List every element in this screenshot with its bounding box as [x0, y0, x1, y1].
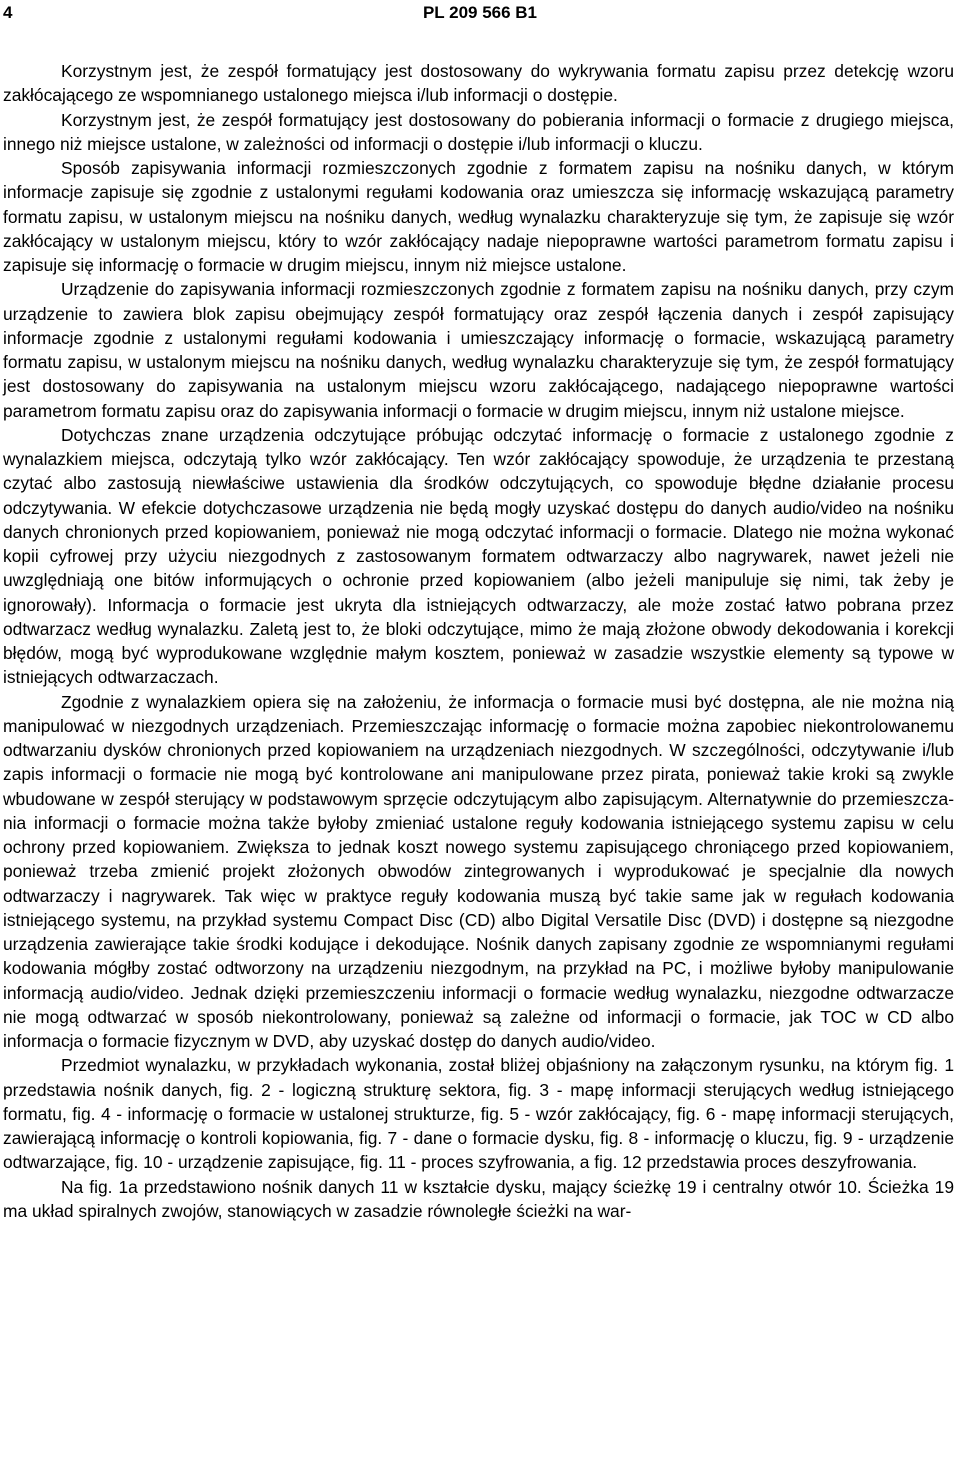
paragraph: Przedmiot wynalazku, w przykładach wykonania, został bliżej objaśniony na załączonym rysunku, na którym fig. 1 przedstawia nośnik danych, fig. 2 - logiczną strukturę sektora, fig. 3 - mapę informacji sterujących według istniejącego formatu, fig. 4 - informację o formacie w ustalonej strukturze, fig. 5 - wzór zakłócający, fig. 6 - mapę informacji sterujących, zawierającą informację o kontroli kopiowania, fig. 7 - dane o formacie dysku, fig. 8 - informację o kluczu, fig. 9 - urządzenie odtwarzające, fig. 10 - urządzenie zapisujące, fig. 11 - proces szyfrowania, a fig. 12 przedstawia proces deszyfrowania. — [3, 1055, 954, 1173]
paragraph: Korzystnym jest, że zespół formatujący jest dostosowany do wykrywania formatu zapisu przez detekcję wzoru zakłócającego ze wspomnianego ustalonego miejsca i/lub informacji o dostępie. — [3, 61, 954, 106]
paragraph: Na fig. 1a przedstawiono nośnik danych 11 w kształcie dysku, mający ścieżkę 19 i centralny otwór 10. Ścieżka 19 ma układ spiralnych zwojów, stanowiących w zasadzie równoległe ścieżki na war- — [3, 1176, 954, 1221]
paragraph: Korzystnym jest, że zespół formatujący jest dostosowany do pobierania informacji o formacie z drugiego miejsca, innego niż miejsce ustalone, w zależności od informacji o dostępie i/lub informacji o kluczu. — [3, 109, 954, 154]
paragraph: Sposób zapisywania informacji rozmieszczonych zgodnie z formatem zapisu na nośniku danych, w którym informacje zapisuje się zgodnie z ustalonymi regułami kodowania oraz umieszcza się informację wskazującą parametry formatu zapisu, w ustalonym miejscu na nośniku danych, według wynalazku charakteryzuje się tym, że zapisuje się wzór zakłócający w ustalonym miejscu, który to wzór zakłócający nadaje niepoprawne wartości parametrom formatu zapisu i zapisuje się informację o formacie w drugim miejscu, innym niż miejsce ustalone. — [3, 158, 954, 275]
page-number: 4 — [3, 3, 13, 22]
document-body — [3, 59, 954, 1223]
paragraph: Urządzenie do zapisywania informacji rozmieszczonych zgodnie z formatem zapisu na nośniku danych, przy czym urządzenie to zawiera blok zapisu obejmujący zespół formatujący oraz zespół łączenia danych i zespół zapisujący informacje zgodnie z ustalonymi regułami kodowania i umieszczający informację o formacie, wskazującą parametry formatu zapisu, w ustalonym miejscu na nośniku danych, według wynalazku charakteryzuje się tym, że zespół formatujący jest dostosowany do zapisywania na ustalonym miejscu wzoru zakłócającego, nadającego niepoprawne wartości parametrom formatu zapisu oraz do zapisywania informacji o formacie w drugim miejscu, innym niż ustalone miejsce. — [3, 279, 954, 421]
page-header — [0, 2, 960, 28]
paragraph: Zgodnie z wynalazkiem opiera się na założeniu, że informacja o formacie musi być dostępna, ale nie można nią manipulować w niezgodnych urządzeniach. Przemieszczając informację o formacie można zapobiec niekontrolowanemu odtwarzaniu dysków chronionych przed kopiowaniem na urządzeniach niezgodnych. W szczególności, odczytywanie i/lub zapis informacji o formacie nie mogą być kontrolowane ani manipulowane przez pirata, ponieważ takie kroki są zwykle wbudowane w zespół sterujący w podstawowym sprzęcie odczytującym albo zapisującym. Alternatywnie do przemieszczania informacji o formacie można także byłoby zmieniać ustalone reguły kodowania istniejącego systemu zapisu w celu ochrony przed kopiowaniem. Zwiększa to jednak koszt nowego systemu zapisującego chroniącego przed kopiowaniem, ponieważ trzeba zmienić projekt złożonych obwodów zintegrowanych i wyprodukować je specjalnie dla nowych odtwarzaczy i nagrywarek. Tak więc w praktyce reguły kodowania muszą być takie same jak w regułach kodowania istniejącego systemu, na przykład systemu Compact Disc (CD) albo Digital Versatile Disc (DVD) i dostępne są niezgodne urządzenia zawierające takie środki kodujące i dekodujące. Nośnik danych zapisany zgodnie ze wspomnianymi regułami kodowania mógłby zostać odtworzony na urządzeniu niezgodnym, na przykład na PC, i możliwe byłoby manipulowanie informacją audio/video. Jednak dzięki przemieszczeniu informacji o formacie według wynalazku, niezgodne odtwarzacze nie mogą odtwarzać w sposób niekontrolowany, ponieważ są zależne od informacji o formacie, jak TOC w CD albo informacja o formacie fizycznym w DVD, aby uzyskać dostęp do danych audio/video. — [3, 691, 954, 1051]
paragraph: Dotychczas znane urządzenia odczytujące próbując odczytać informację o formacie z ustalonego zgodnie z wynalazkiem miejsca, odczytają tylko wzór zakłócający. Ten wzór zakłócający spowoduje, że urządzenia te przestaną czytać albo zastosują niewłaściwe ustawienia dla środków odczytujących, co spowoduje błędne działanie procesu odczytywania. W efekcie dotychczasowe urządzenia nie będą mogły uzyskać dostępu do danych audio/video na nośniku danych chronionych przed kopiowaniem, ponieważ nie mogą odczytać informacji o formacie. Dlatego nie można wykonać kopii cyfrowej przy użyciu niezgodnych z zastosowanym formatem odtwarzaczy albo nagrywarek, nawet jeżeli nie uwzględniają one bitów informujących o ochronie przed kopiowaniem (albo jeżeli manipuluje się nimi, tak żeby je ignorowały). Informacja o formacie jest ukryta dla istniejących odtwarzaczy, ale może zostać łatwo pobrana przez odtwarzacz według wynalazku. Zaletą jest to, że bloki odczytujące, mimo że mają złożone obwody dekodowania i korekcji błędów, mogą być wyprodukowane względnie małym kosztem, ponieważ w zasadzie wszystkie elementy są typowe w istniejących odtwarzaczach. — [3, 424, 954, 688]
patent-number: PL 209 566 B1 — [422, 3, 538, 22]
